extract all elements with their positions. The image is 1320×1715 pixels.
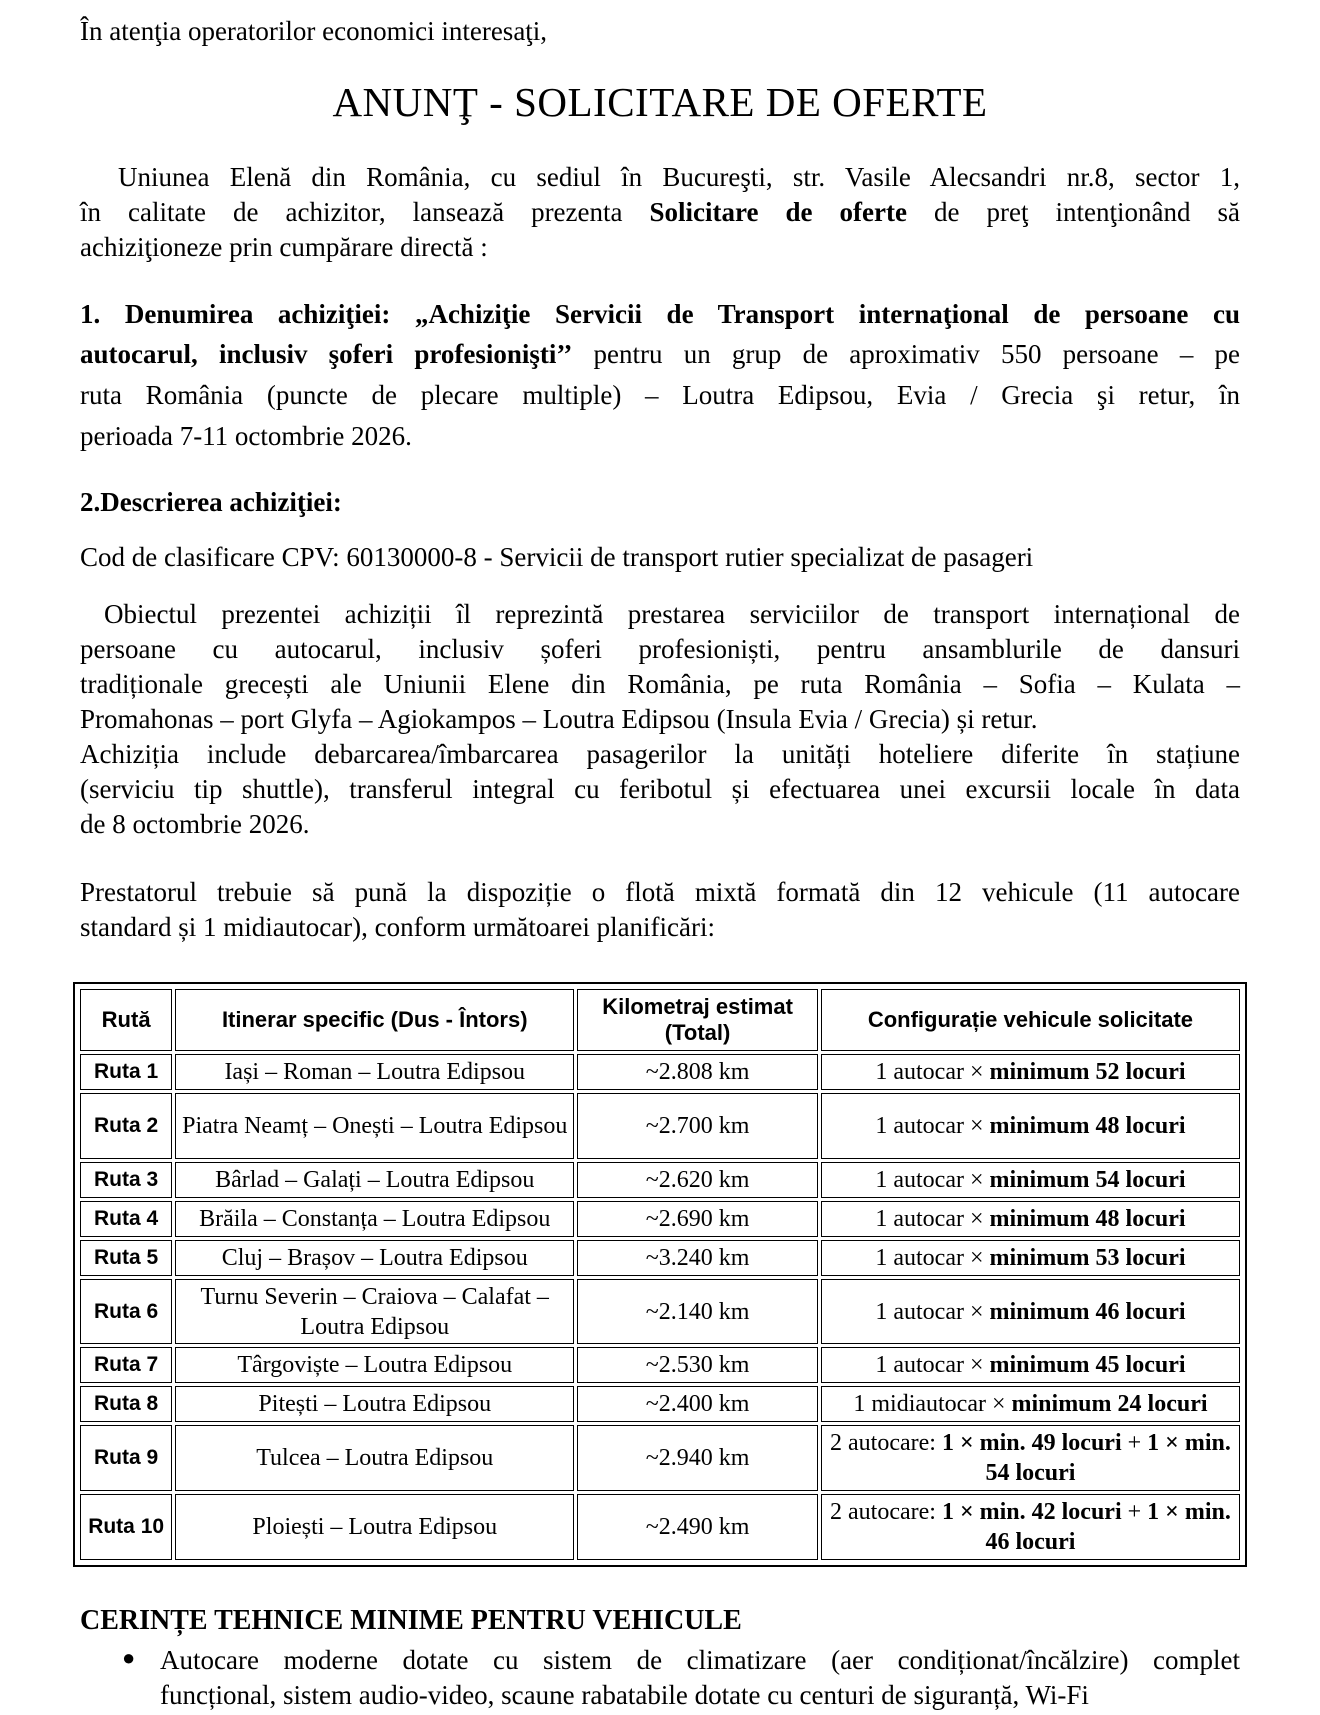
route-config: 1 autocar × minimum 54 locuri <box>821 1162 1240 1198</box>
intro-line-3: achiziţioneze prin cumpărare directă : <box>80 232 488 262</box>
route-itinerary: Turnu Severin – Craiova – Calafat – Loutra Edipsou <box>175 1279 574 1345</box>
route-km: ~2.700 km <box>577 1093 818 1159</box>
route-config: 2 autocare: 1 × min. 49 locuri + 1 × min. 54 locuri <box>821 1425 1240 1491</box>
route-config: 1 autocar × minimum 48 locuri <box>821 1201 1240 1237</box>
route-itinerary: Ploiești – Loutra Edipsou <box>175 1494 574 1560</box>
header-config: Configurație vehicule solicitate <box>821 989 1240 1051</box>
bullet-icon: ● <box>122 1645 136 1670</box>
route-itinerary: Brăila – Constanța – Loutra Edipsou <box>175 1201 574 1237</box>
route-config: 1 autocar × minimum 52 locuri <box>821 1054 1240 1090</box>
route-config: 1 autocar × minimum 48 locuri <box>821 1093 1240 1159</box>
header-km: Kilometraj estimat (Total) <box>577 989 818 1051</box>
cpv-code: Cod de clasificare CPV: 60130000-8 - Servicii de transport rutier specializat de pasageri <box>80 542 1034 572</box>
route-itinerary: Piatra Neamț – Onești – Loutra Edipsou <box>175 1093 574 1159</box>
route-itinerary: Pitești – Loutra Edipsou <box>175 1386 574 1422</box>
table-row <box>80 1386 1240 1422</box>
route-km: ~2.530 km <box>577 1347 818 1383</box>
table-row <box>80 1201 1240 1237</box>
table-header-row <box>80 989 1240 1051</box>
route-name: Ruta 2 <box>80 1093 172 1159</box>
routes-table <box>77 986 1243 1563</box>
route-km: ~2.490 km <box>577 1494 818 1560</box>
route-itinerary: Iași – Roman – Loutra Edipsou <box>175 1054 574 1090</box>
route-name: Ruta 8 <box>80 1386 172 1422</box>
route-km: ~2.940 km <box>577 1425 818 1491</box>
header-itinerary: Itinerar specific (Dus - Întors) <box>175 989 574 1051</box>
objective-line: tradiționale grecești ale Uniunii Elene din România, pe ruta România – Sofia – Kulata – <box>80 669 1240 699</box>
route-itinerary: Cluj – Brașov – Loutra Edipsou <box>175 1240 574 1276</box>
objective-line: Promahonas – port Glyfa – Agiokampos – Loutra Edipsou (Insula Evia / Grecia) și retur. <box>80 704 1038 734</box>
route-config: 1 midiautocar × minimum 24 locuri <box>821 1386 1240 1422</box>
requirement-line: Autocare moderne dotate cu sistem de climatizare (aer condiționat/încălzire) complet <box>160 1645 1240 1675</box>
table-row <box>80 1347 1240 1383</box>
intro-line-2: în calitate de achizitor, lansează prezenta Solicitare de oferte de preţ intenţionând să <box>80 197 1240 227</box>
objective-line: de 8 octombrie 2026. <box>80 809 310 839</box>
route-km: ~2.620 km <box>577 1162 818 1198</box>
route-km: ~2.140 km <box>577 1279 818 1345</box>
route-itinerary: Bârlad – Galați – Loutra Edipsou <box>175 1162 574 1198</box>
route-config: 1 autocar × minimum 45 locuri <box>821 1347 1240 1383</box>
section1-line-4: perioada 7-11 octombrie 2026. <box>80 421 412 451</box>
route-name: Ruta 4 <box>80 1201 172 1237</box>
route-km: ~2.808 km <box>577 1054 818 1090</box>
route-km: ~2.690 km <box>577 1201 818 1237</box>
table-row <box>80 1494 1240 1560</box>
route-config: 2 autocare: 1 × min. 42 locuri + 1 × min. 46 locuri <box>821 1494 1240 1560</box>
table-row <box>80 1240 1240 1276</box>
header-route: Rută <box>80 989 172 1051</box>
route-itinerary: Târgoviște – Loutra Edipsou <box>175 1347 574 1383</box>
route-name: Ruta 3 <box>80 1162 172 1198</box>
route-km: ~2.400 km <box>577 1386 818 1422</box>
requirement-line: funcțional, sistem audio-video, scaune rabatabile dotate cu centuri de siguranță, Wi-Fi <box>160 1680 1089 1710</box>
route-name: Ruta 1 <box>80 1054 172 1090</box>
table-row <box>80 1054 1240 1090</box>
intro-line-1: Uniunea Elenă din România, cu sediul în Bucureşti, str. Vasile Alecsandri nr.8, sector 1, <box>118 162 1240 192</box>
routes-table-frame <box>73 982 1247 1567</box>
greeting: În atenţia operatorilor economici interesaţi, <box>80 16 548 46</box>
objective-line: persoane cu autocarul, inclusiv șoferi profesioniști, pentru ansamblurile de dansuri <box>80 634 1240 664</box>
route-km: ~3.240 km <box>577 1240 818 1276</box>
table-row <box>80 1093 1240 1159</box>
objective-line: Achiziția include debarcarea/îmbarcarea pasagerilor la unități hoteliere diferite în stațiune <box>80 739 1240 769</box>
table-row <box>80 1425 1240 1491</box>
objective-line: (serviciu tip shuttle), transferul integral cu feribotul și efectuarea unei excursii locale în data <box>80 774 1240 804</box>
section1-line-1: 1. Denumirea achiziţiei: „Achiziţie Servicii de Transport internaţional de persoane cu <box>80 299 1240 329</box>
route-config: 1 autocar × minimum 46 locuri <box>821 1279 1240 1345</box>
route-name: Ruta 7 <box>80 1347 172 1383</box>
intro-bold: Solicitare de oferte <box>649 197 907 227</box>
route-name: Ruta 6 <box>80 1279 172 1345</box>
route-name: Ruta 5 <box>80 1240 172 1276</box>
section1-line-2: autocarul, inclusiv şoferi profesionişti’’ pentru un grup de aproximativ 550 persoane – pe <box>80 339 1241 369</box>
objective-line: Obiectul prezentei achiziții îl reprezintă prestarea serviciilor de transport internațional de <box>104 599 1240 629</box>
fleet-line: standard și 1 midiautocar), conform următoarei planificări: <box>80 912 716 942</box>
table-row <box>80 1279 1240 1345</box>
section2-heading: 2.Descrierea achiziţiei: <box>80 487 342 517</box>
table-row <box>80 1162 1240 1198</box>
route-name: Ruta 9 <box>80 1425 172 1491</box>
route-config: 1 autocar × minimum 53 locuri <box>821 1240 1240 1276</box>
route-itinerary: Tulcea – Loutra Edipsou <box>175 1425 574 1491</box>
route-name: Ruta 10 <box>80 1494 172 1560</box>
requirements-heading: CERINȚE TEHNICE MINIME PENTRU VEHICULE <box>80 1605 742 1636</box>
fleet-line: Prestatorul trebuie să pună la dispoziție o flotă mixtă formată din 12 vehicule (11 autocare <box>80 877 1240 907</box>
page-title: ANUNŢ - SOLICITARE DE OFERTE <box>332 79 988 125</box>
section1-line-3: ruta România (puncte de plecare multiple) – Loutra Edipsou, Evia / Grecia şi retur, în <box>80 380 1240 410</box>
